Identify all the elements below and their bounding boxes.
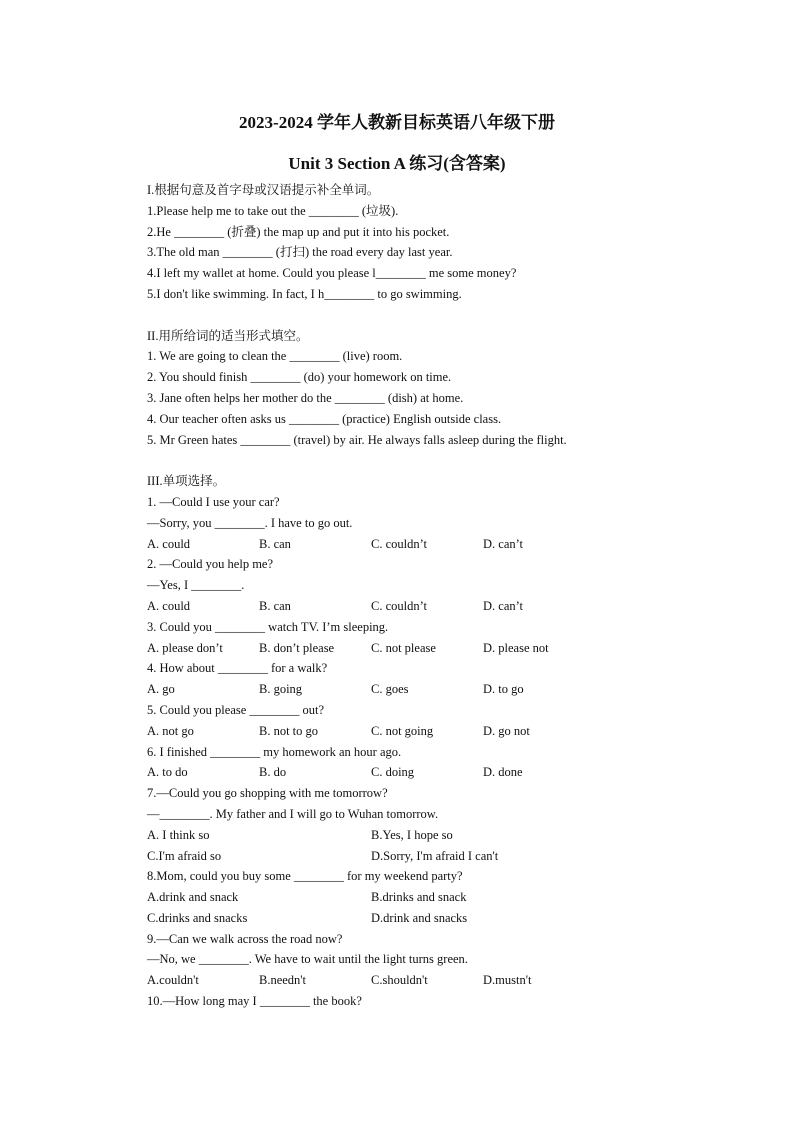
option: C.I'm afraid so xyxy=(147,848,222,863)
options-row xyxy=(147,679,707,700)
option: A. to do xyxy=(147,765,188,780)
question-line: 3. Could you ________ watch TV. I’m sleeping. xyxy=(147,619,389,634)
options-row xyxy=(147,887,707,908)
spacer xyxy=(147,305,707,326)
option: B. can xyxy=(259,598,291,613)
option: A.couldn't xyxy=(147,973,199,988)
option: C. doing xyxy=(371,765,415,780)
option: C.shouldn't xyxy=(371,973,428,988)
option: B. can xyxy=(259,536,291,551)
exercise-line: 4. Our teacher often asks us ________ (practice) English outside class. xyxy=(147,411,502,426)
question-line: —Yes, I ________. xyxy=(147,578,245,593)
options-row xyxy=(147,534,707,555)
option: D.mustn't xyxy=(483,973,532,988)
question-line: 5. Could you please ________ out? xyxy=(147,702,325,717)
option: A. please don’t xyxy=(147,640,223,655)
question-line: —No, we ________. We have to wait until the light turns green. xyxy=(147,952,468,967)
document-title: 2023-2024 学年人教新目标英语八年级下册 xyxy=(239,113,555,132)
exercise-line: 3. Jane often helps her mother do the ________ (dish) at home. xyxy=(147,390,464,405)
options-row xyxy=(147,825,707,846)
section-heading: I.根据句意及首字母或汉语提示补全单词。 xyxy=(147,183,380,197)
option: C. couldn’t xyxy=(371,536,428,551)
option: B.Yes, I hope so xyxy=(371,827,453,842)
option: C. couldn’t xyxy=(371,598,428,613)
options-row xyxy=(147,846,707,867)
option: D. to go xyxy=(483,682,524,697)
section-heading: III.单项选择。 xyxy=(147,474,226,489)
option: D. done xyxy=(483,765,523,780)
option: B. going xyxy=(259,682,303,697)
question-line: —Sorry, you ________. I have to go out. xyxy=(147,515,353,530)
option: C.drinks and snacks xyxy=(147,910,248,925)
exercise-line: 2.He ________ (折叠) the map up and put it into his pocket. xyxy=(147,224,450,239)
options-row xyxy=(147,908,707,929)
option: B. do xyxy=(259,765,287,780)
option: B. not to go xyxy=(259,723,319,738)
exercise-line: 5. Mr Green hates ________ (travel) by air. He always falls asleep during the flight. xyxy=(147,432,567,447)
option: D. can’t xyxy=(483,536,524,551)
option: D.Sorry, I'm afraid I can't xyxy=(371,848,499,863)
option: A. not go xyxy=(147,723,194,738)
exercise-line: 5.I don't like swimming. In fact, I h________ to go swimming. xyxy=(147,286,462,301)
question-line: 6. I finished ________ my homework an hour ago. xyxy=(147,744,402,759)
question-line: —________. My father and I will go to Wuhan tomorrow. xyxy=(147,806,439,821)
options-row xyxy=(147,721,707,742)
options-row xyxy=(147,970,707,991)
option: A. I think so xyxy=(147,827,210,842)
option: A. could xyxy=(147,598,191,613)
exercise-line: 1.Please help me to take out the ________ (垃圾). xyxy=(147,203,399,218)
question-line: 9.—Can we walk across the road now? xyxy=(147,931,343,946)
option: C. not please xyxy=(371,640,436,655)
option: D. please not xyxy=(483,640,549,655)
option: D. can’t xyxy=(483,598,524,613)
question-line: 2. —Could you help me? xyxy=(147,557,274,572)
question-line: 4. How about ________ for a walk? xyxy=(147,661,328,676)
option: D. go not xyxy=(483,723,530,738)
option: B. don’t please xyxy=(259,640,335,655)
option: C. not going xyxy=(371,723,434,738)
option: A.drink and snack xyxy=(147,890,239,905)
option: C. goes xyxy=(371,682,409,697)
exercise-line: 2. You should finish ________ (do) your homework on time. xyxy=(147,370,452,385)
option: A. could xyxy=(147,536,191,551)
option: B.drinks and snack xyxy=(371,890,467,905)
exercise-line: 3.The old man ________ (打扫) the road every day last year. xyxy=(147,245,453,260)
question-line: 10.—How long may I ________ the book? xyxy=(147,994,362,1009)
exercise-content xyxy=(147,180,707,1012)
question-line: 7.—Could you go shopping with me tomorrow? xyxy=(147,786,388,801)
options-row xyxy=(147,596,707,617)
question-line: 1. —Could I use your car? xyxy=(147,494,280,509)
section-heading: II.用所给词的适当形式填空。 xyxy=(147,328,309,343)
option: A. go xyxy=(147,682,175,697)
spacer xyxy=(147,450,707,471)
option: B.needn't xyxy=(259,973,307,988)
document-subtitle: Unit 3 Section A 练习(含答案) xyxy=(288,154,506,173)
option: D.drink and snacks xyxy=(371,910,468,925)
question-line: 8.Mom, could you buy some ________ for my weekend party? xyxy=(147,869,463,884)
options-row xyxy=(147,638,707,659)
exercise-line: 4.I left my wallet at home. Could you please l________ me some money? xyxy=(147,266,517,281)
exercise-line: 1. We are going to clean the ________ (live) room. xyxy=(147,349,403,364)
options-row xyxy=(147,762,707,783)
